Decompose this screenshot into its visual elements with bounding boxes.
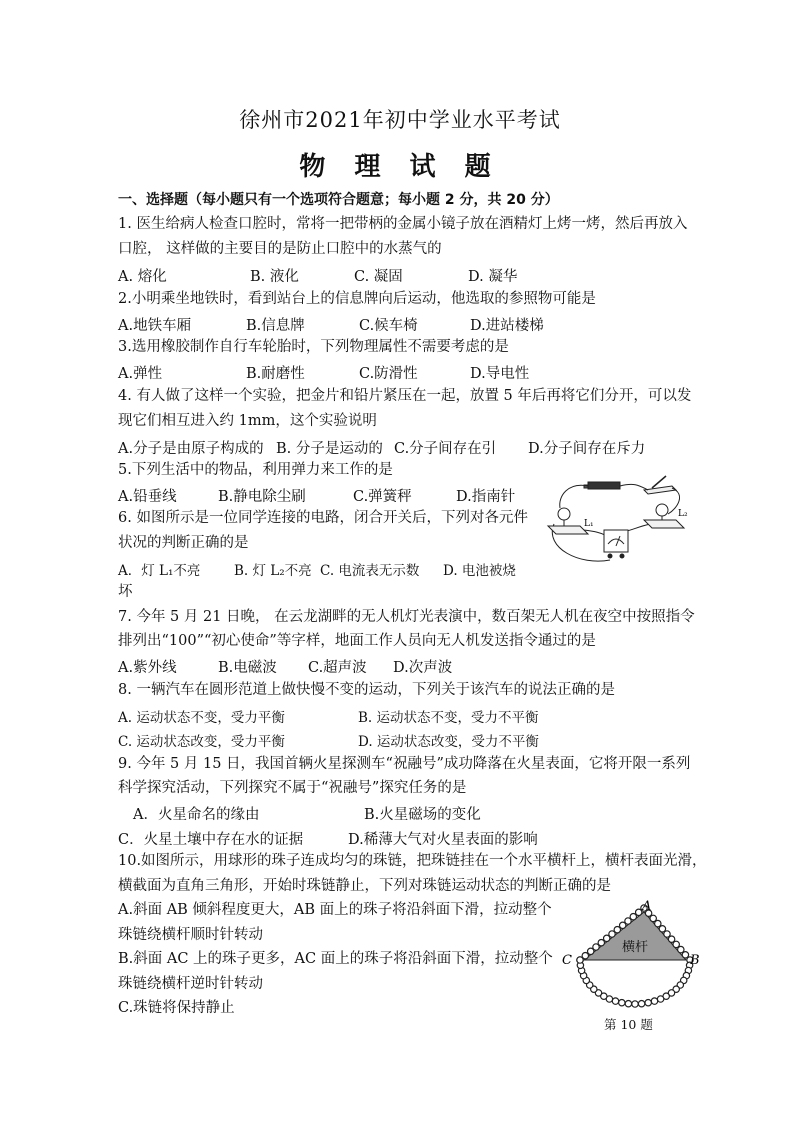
q3-option-b: B.耐磨性 — [246, 366, 305, 382]
q2-option-a: A.地铁车厢 — [118, 318, 192, 334]
q2-stem-line1: 2.小明乘坐地铁时，看到站台上的信息牌向后运动，他选取的参照物可能是 — [118, 291, 596, 307]
battery-icon — [588, 482, 620, 489]
q2-option-d: D.进站楼梯 — [470, 318, 544, 334]
q2-options — [118, 314, 718, 332]
bulb-l2-icon — [656, 504, 668, 516]
bead — [638, 1001, 644, 1007]
q5-option-b: B.静电除尘刷 — [218, 489, 306, 505]
label-l2: L₂ — [678, 509, 688, 519]
q10-stem-line2: 横截面为直角三角形，开始时珠链静止，下列对珠链运动状态的判断正确的是 — [118, 878, 611, 894]
bead — [625, 1001, 631, 1007]
q1-options — [118, 265, 718, 283]
q7-option-c: C.超声波 — [308, 660, 367, 676]
q5-option-d: D.指南针 — [456, 489, 516, 505]
label-bar: 横杆 — [622, 940, 649, 955]
q8-option-b: B. 运动状态不变，受力不平衡 — [358, 710, 539, 726]
q9-option-d: D.稀薄大气对火星表面的影响 — [348, 832, 538, 848]
switch-icon — [652, 476, 666, 488]
q9-option-b: B.火星磁场的变化 — [364, 807, 481, 823]
figure-10-caption: 第 10 题 — [604, 1017, 653, 1032]
q9-options-row1 — [118, 803, 718, 821]
q6-option-a: A．灯 L₁不亮 — [118, 563, 201, 579]
q4-option-b: B. 分子是运动的 — [276, 441, 383, 457]
q1-option-b: B. 液化 — [250, 269, 299, 285]
q8-options-row1 — [118, 706, 718, 724]
q7-stem-line2: 排列出“100”“初心使命”等字样，地面工作人员向无人机发送指令通过的是 — [118, 633, 596, 649]
q1-option-d: D. 凝华 — [468, 269, 518, 285]
q7-option-d: D.次声波 — [393, 660, 453, 676]
q2-option-b: B.信息牌 — [246, 318, 305, 334]
q3-option-c: C.防滑性 — [359, 366, 418, 382]
q3-option-a: A.弹性 — [118, 366, 163, 382]
q7-stem-line1: 7. 今年 5 月 21 日晚， 在云龙湖畔的无人机灯光表演中，数百架无人机在夜空中按照指令 — [118, 609, 695, 625]
bead — [630, 914, 636, 920]
q3-stem-line1: 3.选用橡胶制作自行车轮胎时，下列物理属性不需要考虑的是 — [118, 339, 509, 355]
bead — [651, 998, 657, 1004]
q9-stem-line1: 9. 今年 5 月 15 日，我国首辆火星探测车“祝融号”成功降落在火星表面，它将开限一系列 — [118, 756, 691, 772]
q6-option-d: D. 电池被烧 — [443, 563, 516, 579]
bead — [657, 996, 663, 1002]
q4-options — [118, 437, 718, 455]
bead-chain-figure — [556, 898, 706, 1013]
q6-stem-line2: 状况的判断正确的是 — [118, 535, 249, 551]
q4-option-a: A.分子是由原子构成的 — [118, 441, 264, 457]
q8-option-a: A. 运动状态不变，受力平衡 — [118, 710, 285, 726]
q4-option-c: C.分子间存在引 — [394, 441, 497, 457]
q10-option-b-line2: 珠链绕横杆逆时针转动 — [118, 976, 263, 992]
q10-option-b-line1: B.斜面 AC 上的珠子更多，AC 面上的珠子将沿斜面下滑，拉动整个 — [118, 951, 553, 967]
q9-option-c: C．火星土壤中存在水的证据 — [118, 832, 304, 848]
q6-stem-line1: 6. 如图所示是一位同学连接的电路，闭合开关后，下列对各元件 — [118, 510, 528, 526]
q5-option-c: C.弹簧秤 — [353, 489, 412, 505]
q8-options-row2 — [118, 730, 718, 748]
q6-options — [118, 559, 718, 577]
q10-stem-line1: 10.如图所示，用球形的珠子连成均匀的珠链，把珠链挂在一个水平横杆上，横杆表面光滑， — [118, 853, 707, 869]
q7-option-b: B.电磁波 — [218, 660, 277, 676]
bead — [614, 927, 620, 933]
bead — [612, 998, 618, 1004]
q6-option-b: B. 灯 L₂不亮 — [234, 563, 312, 579]
q3-option-d: D.导电性 — [470, 366, 530, 382]
q10-option-a-line2: 珠链绕横杆顺时针转动 — [118, 927, 263, 943]
bulb-l1-icon — [558, 508, 570, 520]
q7-options — [118, 656, 718, 674]
q6-option-d-continued: 坏 — [118, 584, 133, 600]
q5-stem-line1: 5.下列生活中的物品，利用弹力来工作的是 — [118, 462, 393, 478]
bead — [577, 957, 583, 963]
q9-stem-line2: 科学探究活动，下列探究不属于“祝融号”探究任务的是 — [118, 780, 467, 796]
label-b: B — [690, 953, 700, 968]
exam-subtitle: 物 理 试 题 — [299, 152, 501, 182]
bead — [645, 1000, 651, 1006]
q8-option-d: D. 运动状态改变，受力不平衡 — [358, 734, 539, 750]
q1-option-c: C. 凝固 — [354, 269, 403, 285]
q3-options — [118, 362, 718, 380]
bead — [619, 1000, 625, 1006]
q9-options-row2 — [118, 828, 718, 846]
q7-option-a: A.紫外线 — [118, 660, 177, 676]
q4-stem-line1: 4. 有人做了这样一个实验，把金片和铅片紧压在一起，放置 5 年后再将它们分开，可以发 — [118, 388, 692, 404]
q2-option-c: C.候车椅 — [359, 318, 418, 334]
label-c: C — [562, 953, 572, 968]
ammeter-icon — [604, 530, 628, 552]
q1-option-a: A. 熔化 — [118, 269, 167, 285]
q8-stem-line1: 8. 一辆汽车在圆形范道上做快慢不变的运动，下列关于该汽车的说法正确的是 — [118, 682, 615, 698]
label-l1: L₁ — [584, 519, 594, 529]
exam-title: 徐州市2021年初中学业水平考试 — [239, 108, 561, 132]
section-heading: 一、选择题（每小题只有一个选项符合题意；每小题 2 分，共 20 分） — [118, 192, 559, 208]
q5-option-a: A.铅垂线 — [118, 489, 177, 505]
bead — [598, 940, 604, 946]
label-a: A — [642, 899, 652, 914]
bead — [632, 1001, 638, 1007]
q4-option-d: D.分子间存在斥力 — [528, 441, 646, 457]
q10-option-a-line1: A.斜面 AB 倾斜程度更大，AB 面上的珠子将沿斜面下滑，拉动整个 — [118, 902, 552, 918]
q1-stem-line2: 口腔， 这样做的主要目的是防止口腔中的水蒸气的 — [118, 241, 442, 257]
q5-options — [118, 485, 548, 503]
q4-stem-line2: 现它们相互进入约 1mm，这个实验说明 — [118, 413, 377, 429]
q1-stem-line1: 1. 医生给病人检查口腔时，常将一把带柄的金属小镜子放在酒精灯上烤一烤，然后再放入 — [118, 216, 688, 232]
q6-option-c: C. 电流表无示数 — [320, 563, 420, 579]
q8-option-c: C. 运动状态改变，受力平衡 — [118, 734, 285, 750]
circuit-figure — [540, 468, 690, 573]
q10-option-c: C.珠链将保持静止 — [118, 1000, 235, 1016]
q9-option-a: A．火星命名的缘由 — [133, 807, 260, 823]
